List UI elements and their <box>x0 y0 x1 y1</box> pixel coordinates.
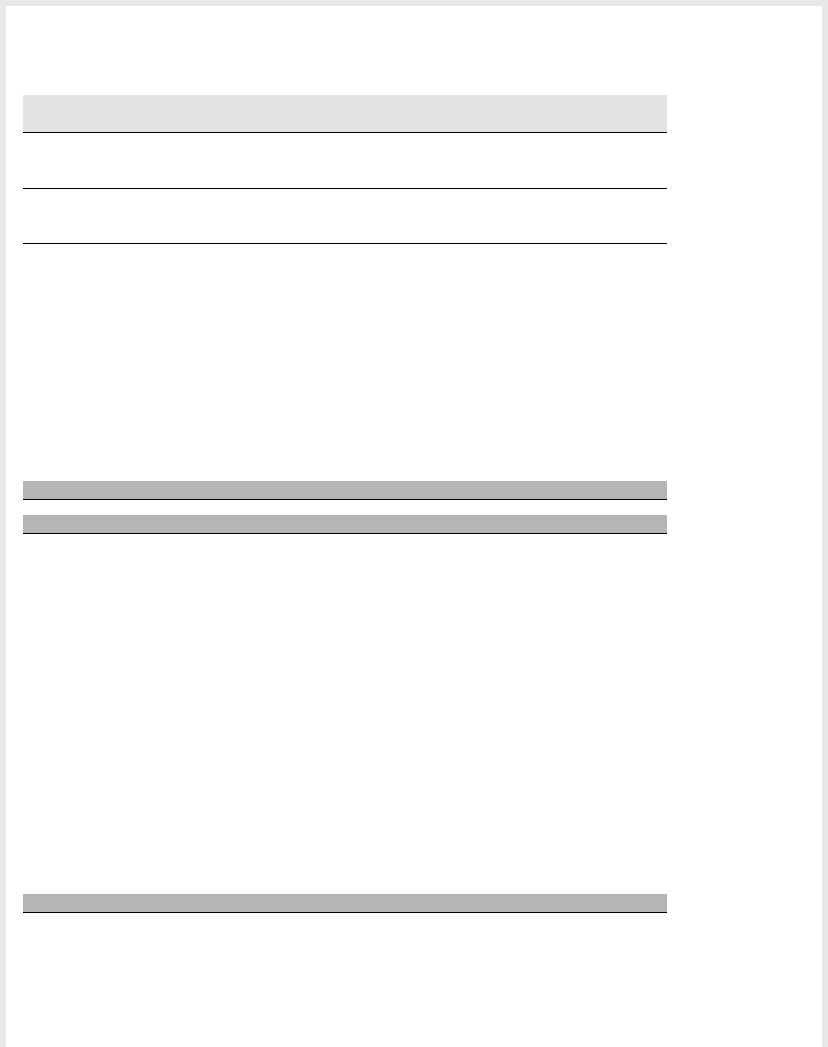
bar-dressurmeisterehrung <box>23 481 667 500</box>
document-page <box>6 6 822 1047</box>
row-divider <box>23 243 667 244</box>
table-row <box>23 261 667 297</box>
row-divider <box>23 188 667 189</box>
table-header <box>23 95 667 133</box>
table-row <box>23 206 667 242</box>
bar-mittagspause <box>23 515 667 534</box>
bar-springmeisterehrung <box>23 894 667 913</box>
table-row <box>23 151 667 187</box>
